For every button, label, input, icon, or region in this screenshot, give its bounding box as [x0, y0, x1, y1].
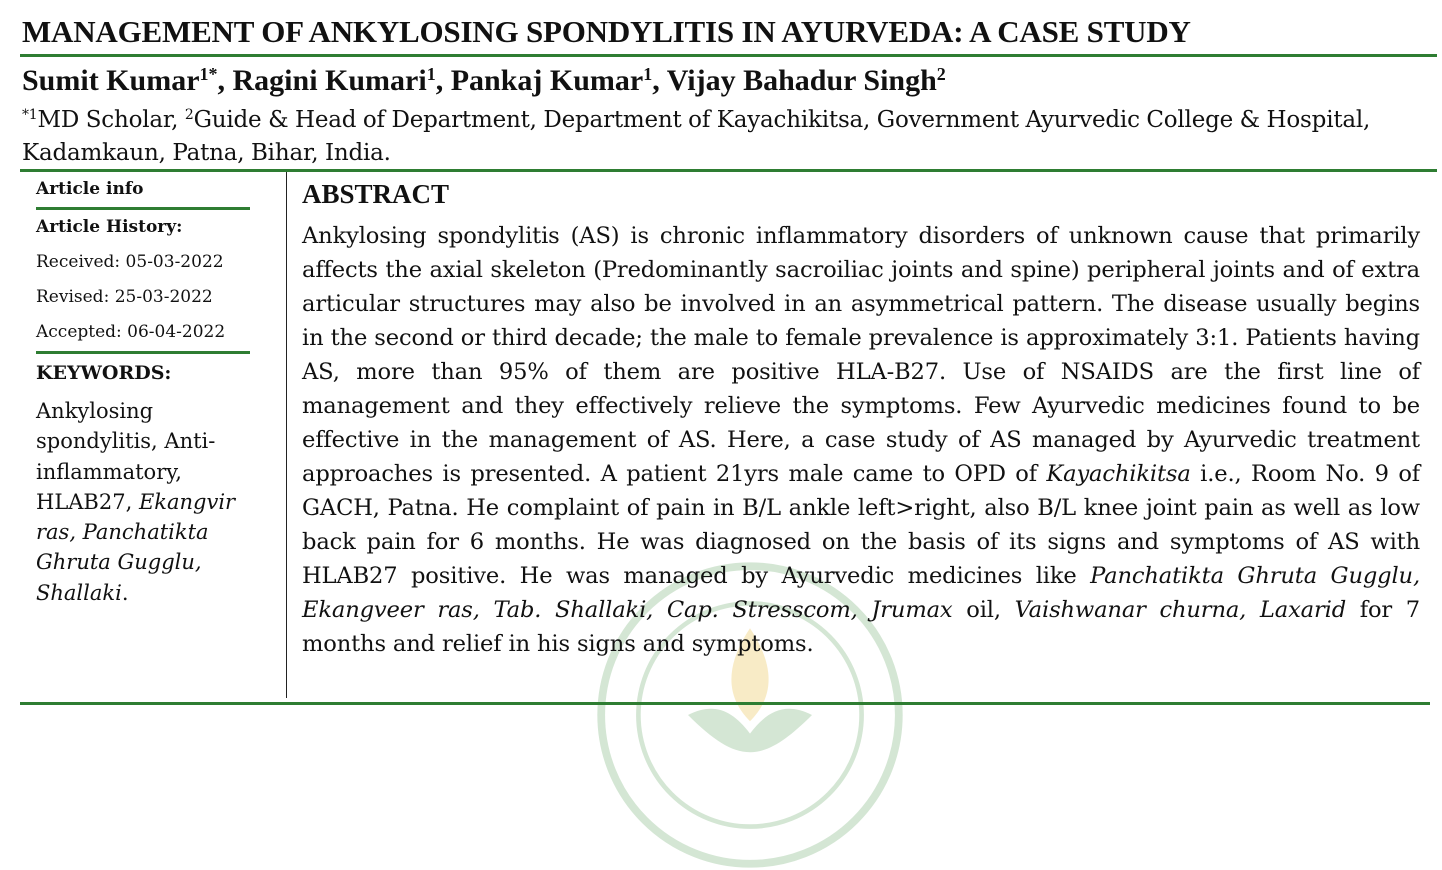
article-info-heading: Article info: [36, 179, 144, 199]
abstract-text-segment: Ankylosing spondylitis (AS) is chronic inflammatory disorders of unknown cause that primarily affects the axial skeleton (Predominantly sacroiliac joints and spine) peripheral joints and of extra articular structures may also be involved in an asymmetrical pattern. The disease usually begins in the second or third decade; the male to female prevalence is approximately 3:1. Patients having AS, more than 95% of them are positive HLA-B27. Use of NSAIDS are the first line of management and they effectively relieve the symptoms. Few Ayurvedic medicines found to be effective in the management of AS. Here, a case study of AS managed by Ayurvedic treatment approaches is presented. A patient 21yrs male came to OPD of: [302, 223, 1420, 487]
affiliation-sup: 2: [184, 107, 194, 123]
author-sep: ,: [217, 64, 233, 97]
article-title: MANAGEMENT OF ANKYLOSING SPONDYLITIS IN AYURVEDA: A CASE STUDY: [22, 14, 1191, 49]
accepted-date: Accepted: 06-04-2022: [36, 322, 226, 342]
author-sup: 1*: [199, 64, 218, 84]
affiliation-text: Guide & Head of Department, Department of Kayachikitsa, Government Ayurvedic College & Hospital, Kadamkaun, Patna, Bihar, India.: [22, 107, 1371, 166]
header-rule: [20, 169, 1437, 172]
author-list: [22, 64, 946, 98]
author-sep: ,: [435, 64, 451, 97]
author-sup: 1: [426, 64, 436, 84]
keywords-end: .: [121, 580, 129, 605]
abstract-body: [302, 219, 1420, 661]
revised-date: Revised: 25-03-2022: [36, 287, 213, 307]
keywords-list: [36, 396, 246, 608]
abstract-italic-segment: Vaishwanar churna, Laxarid: [1014, 597, 1347, 623]
history-rule: [36, 351, 250, 354]
article-info-rule: [36, 207, 250, 210]
abstract-text-segment: oil,: [952, 597, 1015, 623]
abstract-italic-segment: Panchatikta Ghruta Gugglu, Ekangveer ras, Tab. Shallaki, Cap. Stresscom, Jrumax: [302, 563, 1420, 623]
article-history-heading: Article History:: [36, 217, 183, 237]
author: Ragini Kumari: [232, 64, 427, 97]
keywords-heading: KEYWORDS:: [36, 362, 172, 384]
title-rule: [20, 54, 1437, 57]
paper-header-page: [20, 0, 1438, 762]
received-date: Received: 05-03-2022: [36, 252, 224, 272]
abstract-text-segment: i.e., Room No. 9 of GACH, Patna. He complaint of pain in B/L ankle left>right, also B/L knee joint pain as well as low back pain for 6 months. He was diagnosed on the basis of its signs and symptoms of AS with HLAB27 positive. He was managed by Ayurvedic medicines like: [302, 461, 1420, 589]
column-divider: [286, 172, 287, 698]
keywords-italic: Ekangvir ras, Panchatikta Ghruta Gugglu, Shallaki: [36, 489, 236, 605]
abstract-text-segment: for 7 months and relief in his signs and symptoms.: [302, 597, 1420, 657]
footer-rule: [20, 702, 1430, 705]
author: Vijay Bahadur Singh: [666, 64, 937, 97]
author-sup: 1: [643, 64, 653, 84]
affiliation-sup: *1: [22, 107, 38, 123]
abstract-heading: ABSTRACT: [302, 179, 450, 209]
author: Pankaj Kumar: [450, 64, 644, 97]
affiliation-text: MD Scholar,: [37, 107, 185, 133]
affiliation: [22, 104, 1402, 170]
keywords-plain: Ankylosing spondylitis, Anti-inflammatory, HLAB27,: [36, 399, 216, 514]
author-sup: 2: [936, 64, 946, 84]
author: Sumit Kumar: [22, 64, 200, 97]
author-sep: ,: [652, 64, 667, 97]
abstract-italic-segment: Kayachikitsa: [1046, 461, 1191, 487]
